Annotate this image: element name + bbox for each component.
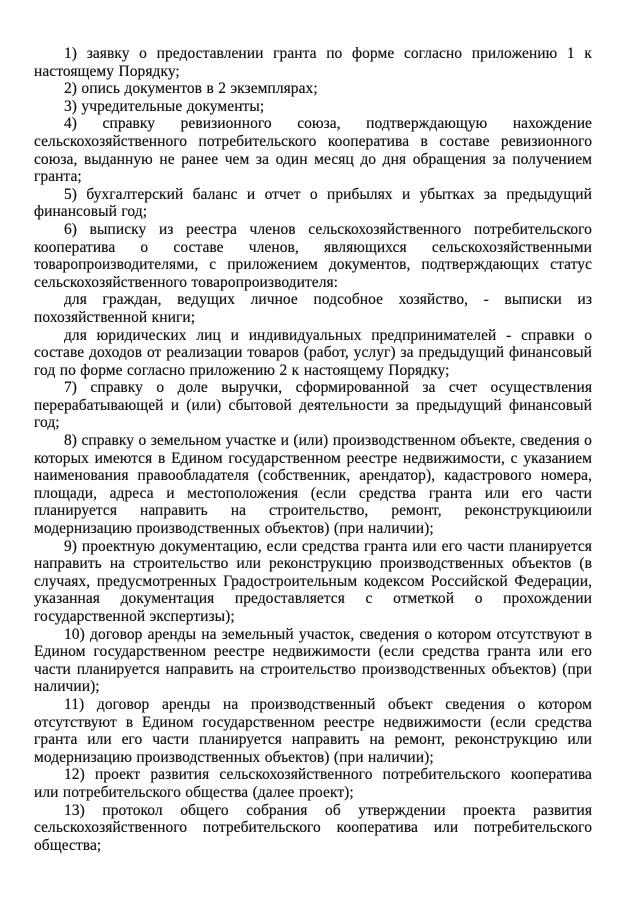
sub-item-legal-entities: для юридических лиц и индивидуальных предпринимателей - справки о составе доходов от реализации товаров (работ, услуг) за предыдущий финансовый год по форме согласно приложению 2 к настоящему Порядку; [34, 326, 592, 379]
list-item-8: 8) справку о земельном участке и (или) производственном объекте, сведения о которых имеются в Едином государственном реестре недвижимости, с указанием наименования правообладателя (собственник, арендатор), кадастрового номера, площади, адреса и местоположения (если средства гранта или его части планируется направить на строительство, ремонт, реконструкциюили модернизацию производственных объектов) (при наличии); [34, 432, 592, 538]
list-item-5: 5) бухгалтерский баланс и отчет о прибылях и убытках за предыдущий финансовый год; [34, 185, 592, 221]
list-item-4: 4) справку ревизионного союза, подтверждающую нахождение сельскохозяйственного потребительского кооператива в составе ревизионного союза, выданную не ранее чем за один месяц до дня обращения за получением гранта; [34, 115, 592, 186]
list-item-1: 1) заявку о предоставлении гранта по форме согласно приложению 1 к настоящему Порядку; [34, 45, 592, 80]
list-item-3: 3) учредительные документы; [64, 97, 265, 115]
list-item-9: 9) проектную документацию, если средства гранта или его части планируется направить на строительство или реконструкцию производственных объектов (в случаях, предусмотренных Градостроительным кодексом Российской Федерации, указанная документация предоставляется с отметкой о прохождении государственной экспертизы); [34, 537, 592, 625]
list-item-10: 10) договор аренды на земельный участок, сведения о котором отсутствуют в Едином государственном реестре недвижимости (если средства гранта или его части планируется направить на строительство производственных объектов) (при наличии); [34, 625, 592, 696]
list-item-2: 2) опись документов в 2 экземплярах; [64, 80, 318, 98]
list-item-11: 11) договор аренды на производственный объект сведения о котором отсутствуют в Едином государственном реестре недвижимости (если средства гранта или его части планируется направить на ремонт, реконструкцию или модернизацию производственных объектов) (при наличии); [34, 695, 592, 766]
sub-item-citizens: для граждан, ведущих личное подсобное хозяйство, - выписки из похозяйственной книги; [34, 291, 592, 326]
list-item-12: 12) проект развития сельскохозяйственного потребительского кооператива или потребительского общества (далее проект); [34, 766, 592, 801]
list-item-7: 7) справку о доле выручки, сформированной за счет осуществления перерабатывающей и (или) сбытовой деятельности за предыдущий финансовый год; [34, 379, 592, 432]
list-item-6: 6) выписку из реестра членов сельскохозяйственного потребительского кооператива о составе членов, являющихся сельскохозяйственными товаропроизводителями, с приложением документов, подтверждающих статус сельскохозяйственного товаропроизводителя: [34, 220, 592, 291]
list-item-13: 13) протокол общего собрания об утверждении проекта развития сельскохозяйственного потребительского кооператива или потребительского общества; [34, 801, 592, 854]
